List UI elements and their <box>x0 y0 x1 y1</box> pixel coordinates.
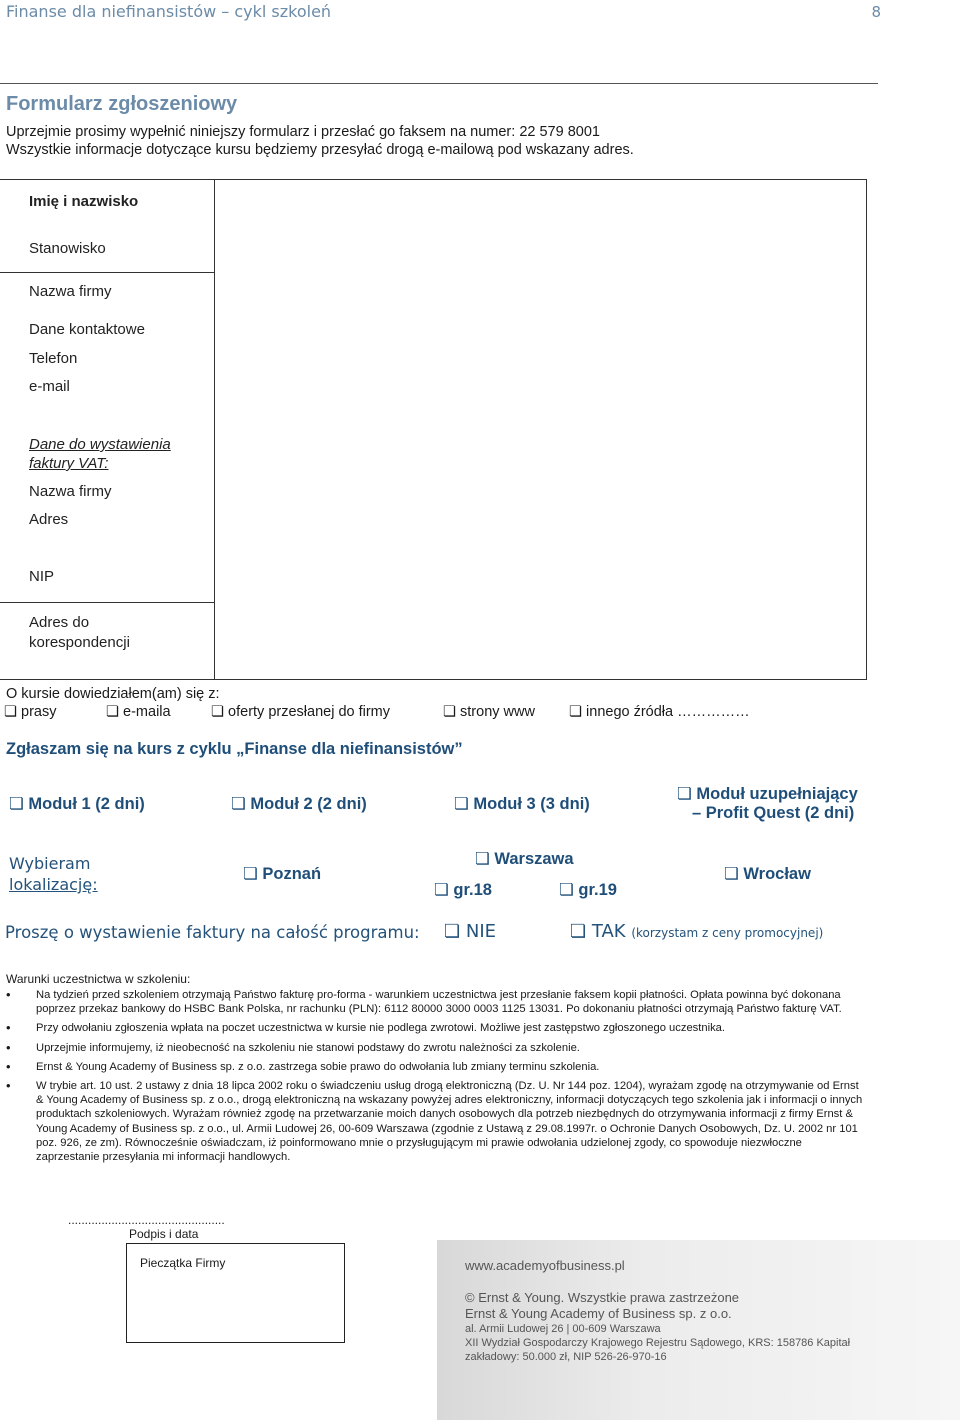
label-corr-1: Adres do <box>29 614 90 631</box>
stamp-label: Pieczątka Firmy <box>140 1256 226 1270</box>
label-position: Stanowisko <box>29 240 106 257</box>
location-label-1: Wybieram <box>9 854 91 873</box>
form-column-divider <box>214 179 215 680</box>
form-title: Formularz zgłoszeniowy <box>6 93 238 115</box>
form-row-divider <box>0 272 214 273</box>
checkbox-icon[interactable]: ❏ <box>677 784 692 803</box>
label-invoice-company: Nazwa firmy <box>29 483 112 500</box>
conditions-title: Warunki uczestnictwa w szkoleniu: <box>6 972 191 986</box>
intro-line-2: Wszystkie informacje dotyczące kursu będziemy przesyłać drogą e-mailową pod wskazany adres. <box>6 142 634 158</box>
label-invoice-data-1: Dane do wystawienia <box>29 436 171 453</box>
module-extra-option[interactable]: ❏ Moduł uzupełniający <box>677 784 858 803</box>
page-number: 8 <box>871 3 881 21</box>
header-rule <box>0 83 878 84</box>
intro-line-1: Uprzejmie prosimy wypełnić niniejszy formularz i przesłać go faksem na numer: 22 579 8001 <box>6 124 600 140</box>
conditions-list <box>36 988 866 1169</box>
label-nip: NIP <box>29 568 55 585</box>
list-item: • Uprzejmie informujemy, iż nieobecność na szkoleniu nie stanowi podstawy do zwrotu należności za szkolenie. <box>36 1041 866 1055</box>
location-poznan[interactable]: ❏ Poznań <box>243 864 322 883</box>
invoice-no[interactable]: ❏ NIE <box>444 921 497 942</box>
checkbox-icon[interactable]: ❏ <box>443 704 456 720</box>
footer-registry-1: XII Wydział Gospodarczy Krajowego Rejestru Sądowego, KRS: 158786 Kapitał <box>465 1337 851 1349</box>
signature-line: ............................................... <box>68 1213 225 1227</box>
footer-registry-2: zakładowy: 50.000 zł, NIP 526-26-970-16 <box>465 1351 667 1363</box>
footer-address: al. Armii Ludowej 26 | 00-609 Warszawa <box>465 1323 661 1335</box>
invoice-yes[interactable]: ❏ TAK (korzystam z ceny promocyjnej) <box>570 921 824 942</box>
checkbox-icon[interactable]: ❏ <box>454 794 469 813</box>
label-name: Imię i nazwisko <box>29 193 139 210</box>
checkbox-icon[interactable]: ❏ <box>444 921 461 942</box>
location-warszawa-gr19[interactable]: ❏ gr.19 <box>559 880 617 899</box>
label-contact: Dane kontaktowe <box>29 321 145 338</box>
label-invoice-data-2: faktury VAT: <box>29 455 109 472</box>
label-corr-2: korespondencji <box>29 634 130 651</box>
module-option[interactable]: ❏ Moduł 2 (2 dni) <box>231 794 367 813</box>
location-warszawa-gr18[interactable]: ❏ gr.18 <box>434 880 492 899</box>
form-row-divider <box>0 602 214 603</box>
module-option[interactable]: ❏ Moduł 1 (2 dni) <box>9 794 145 813</box>
checkbox-icon[interactable]: ❏ <box>434 880 449 899</box>
footer-website[interactable]: www.academyofbusiness.pl <box>465 1258 625 1273</box>
checkbox-icon[interactable]: ❏ <box>106 704 119 720</box>
checkbox-icon[interactable]: ❏ <box>559 880 574 899</box>
checkbox-icon[interactable]: ❏ <box>475 849 490 868</box>
checkbox-icon[interactable]: ❏ <box>211 704 224 720</box>
checkbox-icon[interactable]: ❏ <box>570 921 587 942</box>
registration-form-table <box>0 179 867 680</box>
label-address: Adres <box>29 511 69 528</box>
footer-copyright: © Ernst & Young. Wszystkie prawa zastrzeżone <box>465 1290 740 1305</box>
list-item: • Ernst & Young Academy of Business sp. z o.o. zastrzega sobie prawo do odwołania lub zmiany terminu szkolenia. <box>36 1060 866 1074</box>
checkbox-icon[interactable]: ❏ <box>569 704 582 720</box>
list-item: • W trybie art. 10 ust. 2 ustawy z dnia 18 lipca 2002 roku o świadczeniu usług drogą elektroniczną (Dz. U. Nr 144 poz. 1204), wyrażam zgodę na otrzymywanie od Ernst & Young Academy of Business sp. z o.o., drogą elektroniczną na wskazany powyżej adres elektroniczny, informacji dotyczących tego szkolenia jak i informacji o innych produktach szkoleniowych. Wyrażam również zgodę na przetwarzanie moich danych osobowych dla potrzeb niezbędnych do otrzymywania informacji z firmy Ernst & Young Academy of Business sp. z o.o., ul. Armii Ludowej 26, 00-609 Warszawa (zgodnie z Ustawą z 29.08.1997r. o Ochronie Danych Osobowych, Dz. U. 2002 nr 101 poz. 926, ze zm). Równocześnie oświadczam, iż poinformowano mnie o przysługującym mi prawie odwołania udzielonej zgody, co spowoduje niezwłoczne zaprzestanie przesyłania mi informacji handlowych. <box>36 1079 866 1164</box>
running-header: Finanse dla niefinansistów – cykl szkoleń <box>6 2 332 21</box>
source-option[interactable]: ❏ oferty przesłanej do firmy <box>211 704 391 720</box>
checkbox-icon[interactable]: ❏ <box>243 864 258 883</box>
checkbox-icon[interactable]: ❏ <box>724 864 739 883</box>
module-option[interactable]: ❏ Moduł 3 (3 dni) <box>454 794 590 813</box>
location-warszawa[interactable]: ❏ Warszawa <box>475 849 574 868</box>
invoice-question: Proszę o wystawienie faktury na całość programu: <box>5 923 420 942</box>
source-option[interactable]: ❏ prasy <box>4 704 57 720</box>
checkbox-icon[interactable]: ❏ <box>9 794 24 813</box>
source-option[interactable]: ❏ e-maila <box>106 704 171 720</box>
label-phone: Telefon <box>29 350 78 367</box>
signature-label: Podpis i data <box>129 1227 199 1241</box>
label-company: Nazwa firmy <box>29 283 112 300</box>
list-item: • Na tydzień przed szkoleniem otrzymają Państwo fakturę pro-forma - warunkiem uczestnictwa jest przesłanie faksem kopii płatności. Opłata powinna być dokonana poprzez przekaz bankowy do HSBC Bank Polska, nr rachunku (PLN): 6112 80000 3000 0003 1125 13031. Po dokonaniu płatności otrzymają Państwo fakturę VAT. <box>36 988 866 1016</box>
footer-company: Ernst & Young Academy of Business sp. z o.o. <box>465 1306 732 1321</box>
checkbox-icon[interactable]: ❏ <box>231 794 246 813</box>
list-item: • Przy odwołaniu zgłoszenia wpłata na poczet uczestnictwa w kursie nie podlega zwrotowi. Możliwe jest zastępstwo zgłoszonego uczestnika. <box>36 1021 866 1035</box>
course-heading: Zgłaszam się na kurs z cyklu „Finanse dla niefinansistów” <box>6 740 463 758</box>
checkbox-icon[interactable]: ❏ <box>4 704 17 720</box>
location-wroclaw[interactable]: ❏ Wrocław <box>724 864 811 883</box>
source-option[interactable]: ❏ innego źródła …………… <box>569 704 750 720</box>
module-extra-line2: – Profit Quest (2 dni) <box>692 804 855 822</box>
location-label-2: lokalizację: <box>9 875 98 894</box>
source-question: O kursie dowiedziałem(am) się z: <box>6 686 220 702</box>
source-option[interactable]: ❏ strony www <box>443 704 535 720</box>
label-email: e-mail <box>29 378 70 395</box>
